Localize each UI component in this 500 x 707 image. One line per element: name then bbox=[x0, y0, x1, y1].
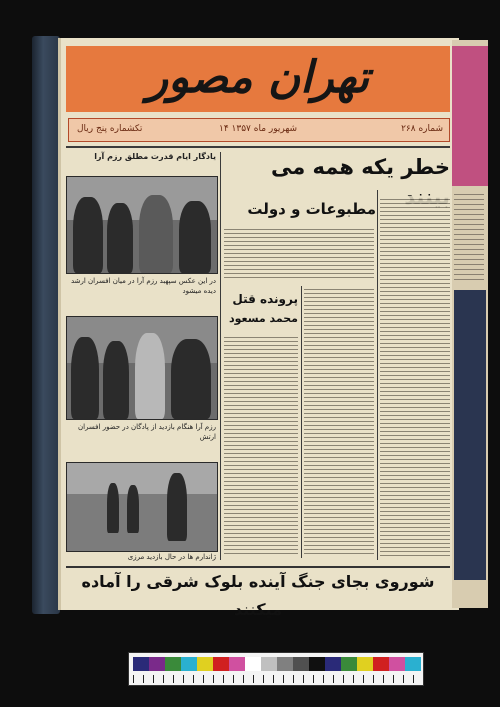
facing-page-edge bbox=[452, 40, 488, 608]
ruler-tick bbox=[223, 675, 224, 683]
ruler-tick bbox=[243, 675, 244, 683]
color-swatch bbox=[133, 657, 149, 671]
case-article-text bbox=[224, 334, 298, 556]
color-swatch bbox=[181, 657, 197, 671]
column-rule bbox=[377, 190, 378, 560]
ruler-tick bbox=[163, 675, 164, 683]
bottom-headline: شوروی بجای جنگ آینده بلوک شرقی را آماده میکنند bbox=[66, 566, 450, 596]
ruler-tick bbox=[333, 675, 334, 683]
issue-date: ۱۴ شهریور ماه ۱۳۵۷ bbox=[219, 124, 298, 134]
ruler-tick bbox=[383, 675, 384, 683]
color-swatch bbox=[357, 657, 373, 671]
color-swatch bbox=[293, 657, 309, 671]
ruler-tick bbox=[363, 675, 364, 683]
photo1-heading: یادگار ایام قدرت مطلق رزم آرا bbox=[94, 152, 216, 161]
photo-officers-group bbox=[66, 176, 218, 274]
column-rule bbox=[301, 286, 302, 558]
issue-number: شماره ۲۶۸ bbox=[401, 124, 443, 134]
ruler-tick bbox=[183, 675, 184, 683]
color-swatch bbox=[261, 657, 277, 671]
case-headline: پرونده قتل bbox=[232, 292, 298, 306]
issue-price: تکشماره پنج ریال bbox=[77, 124, 143, 134]
ruler-tick bbox=[313, 675, 314, 683]
ruler-tick bbox=[403, 675, 404, 683]
color-swatch bbox=[197, 657, 213, 671]
ruler-tick bbox=[213, 675, 214, 683]
color-swatch bbox=[149, 657, 165, 671]
ruler-tick bbox=[323, 675, 324, 683]
color-swatch bbox=[325, 657, 341, 671]
ruler-tick bbox=[133, 675, 134, 683]
masthead-title: تهران مصور bbox=[146, 52, 370, 103]
color-swatch bbox=[277, 657, 293, 671]
article-text-block bbox=[224, 226, 374, 278]
color-swatch bbox=[389, 657, 405, 671]
color-swatch bbox=[229, 657, 245, 671]
sub-headline: مطبوعات و دولت bbox=[247, 200, 376, 218]
ruler-tick bbox=[193, 675, 194, 683]
color-swatch bbox=[213, 657, 229, 671]
article-text-middle bbox=[304, 286, 374, 556]
ruler-tick bbox=[283, 675, 284, 683]
column-rule bbox=[220, 152, 221, 560]
case-name: محمد مسعود bbox=[228, 312, 298, 325]
photo3-caption: ژاندارم ها در حال بازدید مرزی bbox=[127, 553, 216, 561]
photo-inspection bbox=[66, 316, 218, 420]
issue-info-bar bbox=[68, 118, 450, 142]
ruler-tick bbox=[293, 675, 294, 683]
ruler-tick bbox=[343, 675, 344, 683]
photo1-caption: در این عکس سپهبد رزم آرا در میان افسران ارشد دیده میشود bbox=[70, 277, 216, 295]
ruler-tick bbox=[173, 675, 174, 683]
ruler-tick bbox=[413, 675, 414, 683]
color-calibration-chart bbox=[128, 652, 424, 686]
article-text-column bbox=[380, 196, 450, 556]
color-swatch bbox=[165, 657, 181, 671]
header-rule bbox=[66, 146, 450, 148]
ruler-tick bbox=[153, 675, 154, 683]
color-swatch bbox=[245, 657, 261, 671]
ruler-tick bbox=[273, 675, 274, 683]
ruler-tick bbox=[303, 675, 304, 683]
color-swatch bbox=[341, 657, 357, 671]
main-headline: خطر یکه همه می bbox=[270, 155, 450, 179]
book-spine bbox=[32, 36, 60, 614]
ruler-tick bbox=[353, 675, 354, 683]
ruler-tick bbox=[263, 675, 264, 683]
color-swatch bbox=[405, 657, 421, 671]
ruler-tick bbox=[373, 675, 374, 683]
ruler-tick bbox=[393, 675, 394, 683]
color-swatch bbox=[309, 657, 325, 671]
ruler-tick bbox=[143, 675, 144, 683]
ruler-tick bbox=[233, 675, 234, 683]
ruler-tick bbox=[253, 675, 254, 683]
photo-border-patrol bbox=[66, 462, 218, 552]
ruler-tick bbox=[203, 675, 204, 683]
photo2-caption: رزم آرا هنگام بازدید از پادگان در حضور افسران ارتش bbox=[77, 423, 216, 441]
color-swatch bbox=[373, 657, 389, 671]
